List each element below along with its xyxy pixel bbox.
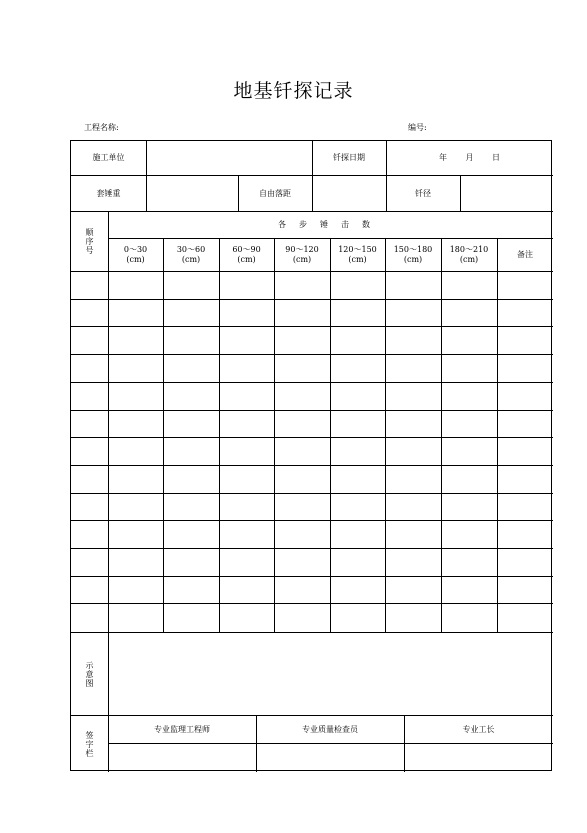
free-drop-label: 自由落距 <box>259 188 291 198</box>
column-range: 60～90 <box>232 245 261 255</box>
supervising-engineer-signature[interactable] <box>108 744 256 771</box>
free-drop-field[interactable] <box>312 176 386 211</box>
page-title: 地基钎探记录 <box>233 80 354 102</box>
supervising-engineer-label: 专业监理工程师 <box>154 724 210 734</box>
column-unit: (cm) <box>403 254 423 264</box>
project-name-label: 工程名称: <box>84 123 119 132</box>
foreman-signature[interactable] <box>404 744 553 771</box>
sequence-number-header: 顺序号 <box>85 228 94 255</box>
column-divider <box>163 238 164 632</box>
column-range: 30～60 <box>176 245 206 255</box>
divider <box>108 211 109 772</box>
record-form <box>70 140 552 771</box>
column-range: 150～180 <box>393 245 433 255</box>
blow-count-group-header: 各步锤击数 <box>278 220 383 230</box>
sketch-label: 示意图 <box>85 661 94 688</box>
column-header <box>441 238 497 271</box>
row-divider <box>71 465 553 466</box>
divider <box>460 175 461 211</box>
foreman-label: 专业工长 <box>462 724 495 734</box>
construction-unit-label: 施工单位 <box>92 153 125 163</box>
probe-date-field[interactable]: 年 月 日 <box>438 153 501 163</box>
sketch-area[interactable] <box>108 633 553 716</box>
row-divider <box>71 520 553 521</box>
row-divider <box>71 493 553 494</box>
signature-label: 签字栏 <box>85 730 94 758</box>
row-divider <box>71 548 553 549</box>
column-divider <box>441 238 442 632</box>
row-divider <box>71 299 553 300</box>
divider <box>71 715 553 716</box>
column-range: 120～150 <box>338 245 377 255</box>
column-unit: (cm) <box>181 254 201 264</box>
column-header <box>330 238 385 271</box>
column-header <box>219 238 274 271</box>
row-divider <box>71 437 553 438</box>
construction-unit-field[interactable] <box>146 141 312 175</box>
column-header <box>108 238 163 271</box>
rod-diameter-field[interactable] <box>460 176 553 211</box>
column-header <box>163 238 219 271</box>
column-divider <box>497 238 498 632</box>
column-unit: (cm) <box>126 254 145 264</box>
divider <box>71 632 553 633</box>
hammer-weight-label: 套锤重 <box>96 188 121 198</box>
divider <box>238 175 239 211</box>
row-divider <box>71 326 553 327</box>
probe-date-label: 钎探日期 <box>333 153 365 163</box>
rod-diameter-label: 钎径 <box>415 188 431 198</box>
row-divider <box>71 382 553 383</box>
divider <box>256 715 257 772</box>
column-unit: (cm) <box>348 254 367 264</box>
row-divider <box>71 354 553 355</box>
row-divider <box>71 576 553 577</box>
row-divider <box>71 410 553 411</box>
divider <box>108 743 553 744</box>
divider <box>312 141 313 211</box>
column-divider <box>385 238 386 632</box>
hammer-weight-field[interactable] <box>146 176 238 211</box>
column-unit: (cm) <box>459 254 479 264</box>
column-divider <box>219 238 220 632</box>
number-label: 编号: <box>408 123 427 132</box>
column-header <box>274 238 330 271</box>
column-divider <box>330 238 331 632</box>
column-range: 0～30 <box>123 245 148 255</box>
column-divider <box>274 238 275 632</box>
row-divider <box>71 603 553 604</box>
column-header <box>385 238 441 271</box>
column-range: 90～120 <box>285 245 319 255</box>
divider <box>404 715 405 772</box>
divider <box>71 211 553 212</box>
column-unit: (cm) <box>237 254 256 264</box>
divider <box>71 271 553 272</box>
divider <box>386 141 387 211</box>
divider <box>146 141 147 211</box>
remark-header: 备注 <box>517 249 533 259</box>
column-range: 180～210 <box>449 245 489 255</box>
column-unit: (cm) <box>292 254 312 264</box>
quality-inspector-signature[interactable] <box>256 744 404 771</box>
quality-inspector-label: 专业质量检查员 <box>302 724 358 734</box>
